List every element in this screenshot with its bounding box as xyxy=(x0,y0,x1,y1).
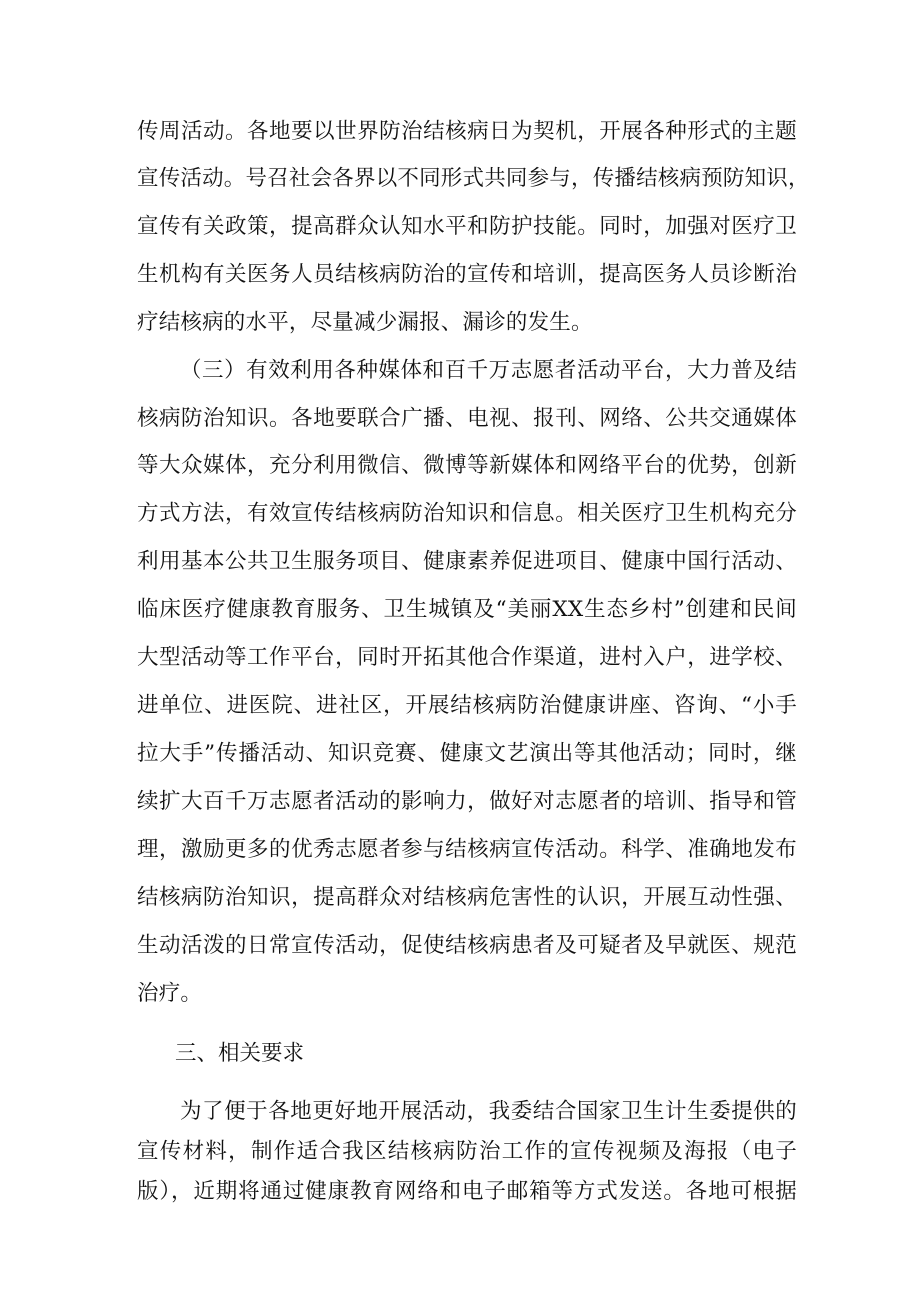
body-text-line: 进单位、进医院、进社区，开展结核病防治健康讲座、咨询、“小手 xyxy=(137,693,797,718)
body-text-line: 疗结核病的水平，尽量减少漏报、漏诊的发生。 xyxy=(137,310,593,335)
body-text-line: 生机构有关医务人员结核病防治的宣传和培训，提高医务人员诊断治 xyxy=(137,262,797,287)
body-text-line: 临床医疗健康教育服务、卫生城镇及“美丽XX生态乡村”创建和民间 xyxy=(137,597,797,622)
body-text-line: 续扩大百千万志愿者活动的影响力，做好对志愿者的培训、指导和管 xyxy=(137,789,797,814)
body-text-line: 大型活动等工作平台，同时开拓其他合作渠道，进村入户，进学校、 xyxy=(137,645,797,670)
body-text-line: 等大众媒体，充分利用微信、微博等新媒体和网络平台的优势，创新 xyxy=(137,453,797,478)
body-text-line: 理，激励更多的优秀志愿者参与结核病宣传活动。科学、准确地发布 xyxy=(137,837,797,862)
section-heading: 三、相关要求 xyxy=(175,1041,305,1066)
body-text-line: 宣传材料，制作适合我区结核病防治工作的宣传视频及海报（电子 xyxy=(137,1139,797,1164)
body-text-line: 核病防治知识。各地要联合广播、电视、报刊、网络、公共交通媒体 xyxy=(137,406,797,431)
body-text-line: 版），近期将通过健康教育网络和电子邮箱等方式发送。各地可根据 xyxy=(137,1179,797,1204)
body-text-line: 结核病防治知识，提高群众对结核病危害性的认识，开展互动性强、 xyxy=(137,885,797,910)
body-text-line: 利用基本公共卫生服务项目、健康素养促进项目、健康中国行活动、 xyxy=(137,549,797,574)
body-text-line: 方式方法，有效宣传结核病防治知识和信息。相关医疗卫生机构充分 xyxy=(137,501,797,526)
body-text-line: 宣传活动。号召社会各界以不同形式共同参与，传播结核病预防知识， xyxy=(137,166,810,191)
body-text-line: 治疗。 xyxy=(137,981,203,1006)
body-text-line: 为了便于各地更好地开展活动，我委结合国家卫生计生委提供的 xyxy=(180,1099,797,1124)
body-text-line: 生动活泼的日常宣传活动，促使结核病患者及可疑者及早就医、规范 xyxy=(137,933,797,958)
body-text-line: （三）有效利用各种媒体和百千万志愿者活动平台，大力普及结 xyxy=(180,358,797,383)
body-text-line: 拉大手”传播活动、知识竞赛、健康文艺演出等其他活动；同时，继 xyxy=(137,741,797,766)
body-text-line: 传周活动。各地要以世界防治结核病日为契机，开展各种形式的主题 xyxy=(137,119,797,144)
body-text-line: 宣传有关政策，提高群众认知水平和防护技能。同时，加强对医疗卫 xyxy=(137,214,797,239)
